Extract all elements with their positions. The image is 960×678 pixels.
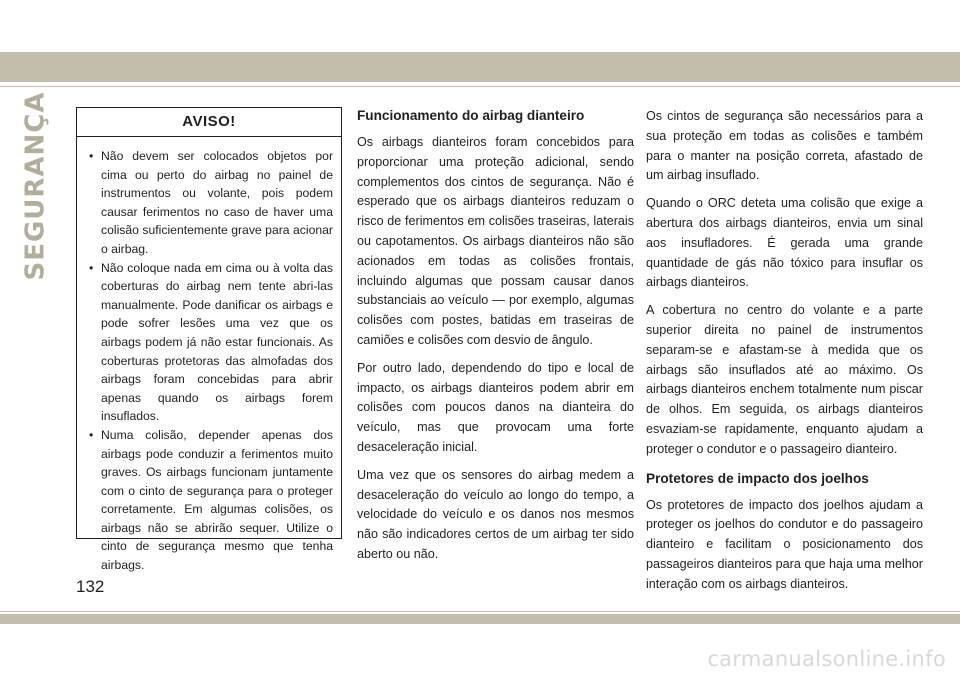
warning-item: • Não coloque nada em cima ou à volta das coberturas do airbag nem tente abri-las manualmente. Pode danificar os airbags e pode sofrer lesões uma vez que os airbags podem já não estar funcionais. As coberturas protetoras das almofadas dos airbags foram concebidas para abrir apenas quando os airbags forem insuflados. <box>89 259 333 426</box>
warning-item: • Não devem ser colocados objetos por cima ou perto do airbag no painel de instrumentos ou volante, pois podem causar ferimentos no caso de haver uma colisão suficientemente grave para acionar o airbag. <box>89 147 333 259</box>
warning-item: • Numa colisão, depender apenas dos airbags pode conduzir a ferimentos muito graves. Os airbags funcionam juntamente com o cinto de segurança para o proteger corretamente. Em algumas colisões, os airbags não se abrirão sequer. Utilize o cinto de segurança mesmo que tenha airbags. <box>89 426 333 575</box>
footer-band <box>0 614 960 624</box>
paragraph: Uma vez que os sensores do airbag medem a desaceleração do veículo ao longo do tempo, a velocidade do veículo e os danos nos mesmos não são indicadores certos de um airbag ter sido aberto ou não. <box>357 467 634 561</box>
paragraph: Os cintos de segurança são necessários para a sua proteção em todas as colisões e também para o manter na posição correta, afastado de um airbag insuflado. <box>646 109 923 183</box>
paragraph: Por outro lado, dependendo do tipo e local de impacto, os airbags dianteiros podem abrir em colisões com poucos danos na dianteira do veículo, mas que provocam uma forte desaceleração inicial. <box>357 360 634 454</box>
section-label: SEGURANÇA <box>21 91 52 281</box>
page-number: 132 <box>76 577 105 596</box>
warning-list <box>77 137 341 575</box>
subsection-heading: Protetores de impacto dos joelhos <box>646 470 869 486</box>
paragraph: Os airbags dianteiros foram concebidos para proporcionar uma proteção adicional, sendo complementos dos cintos de segurança. Não é esperado que os airbags dianteiros reduzam o risco de ferimentos em colisões traseiras, laterais ou capotamentos. Os airbags dianteiros não são acionados em todas as colisões frontais, incluindo algumas que possam causar danos substanciais ao veículo — por exemplo, algumas colisões com postes, batidas em traseiras de camiões e colisões com desvio de ângulo. <box>357 135 634 347</box>
warning-box <box>76 107 342 573</box>
header-band <box>0 52 960 82</box>
column-continued <box>646 107 923 603</box>
section-heading: Funcionamento do airbag dianteiro <box>357 108 585 123</box>
paragraph: A cobertura no centro do volante e a parte superior direita no painel de instrumentos separam-se e afastam-se à medida que os airbags são insuflados até ao máximo. Os airbags dianteiros enchem totalmente num piscar de olhos. Em seguida, os airbags dianteiros esvaziam-se rapidamente, enquanto ajudam a proteger o condutor e o passageiro dianteiro. <box>646 303 923 456</box>
column-front-airbag <box>357 107 634 573</box>
footer-rule <box>0 611 960 612</box>
paragraph: Os protetores de impacto dos joelhos ajudam a proteger os joelhos do condutor e do passageiro dianteiro e facilitam o posicionamento dos passageiros dianteiros para que haja uma melhor interação com os airbags dianteiros. <box>646 497 923 591</box>
header-rule <box>0 86 960 87</box>
watermark: carmanualsonline.info <box>707 647 946 671</box>
paragraph: Quando o ORC deteta uma colisão que exige a abertura dos airbags dianteiros, envia um sinal aos insufladores. É gerada uma grande quantidade de gás não tóxico para insuflar os airbags dianteiros. <box>646 196 923 290</box>
warning-title: AVISO! <box>77 108 341 137</box>
section-tab <box>16 91 56 281</box>
